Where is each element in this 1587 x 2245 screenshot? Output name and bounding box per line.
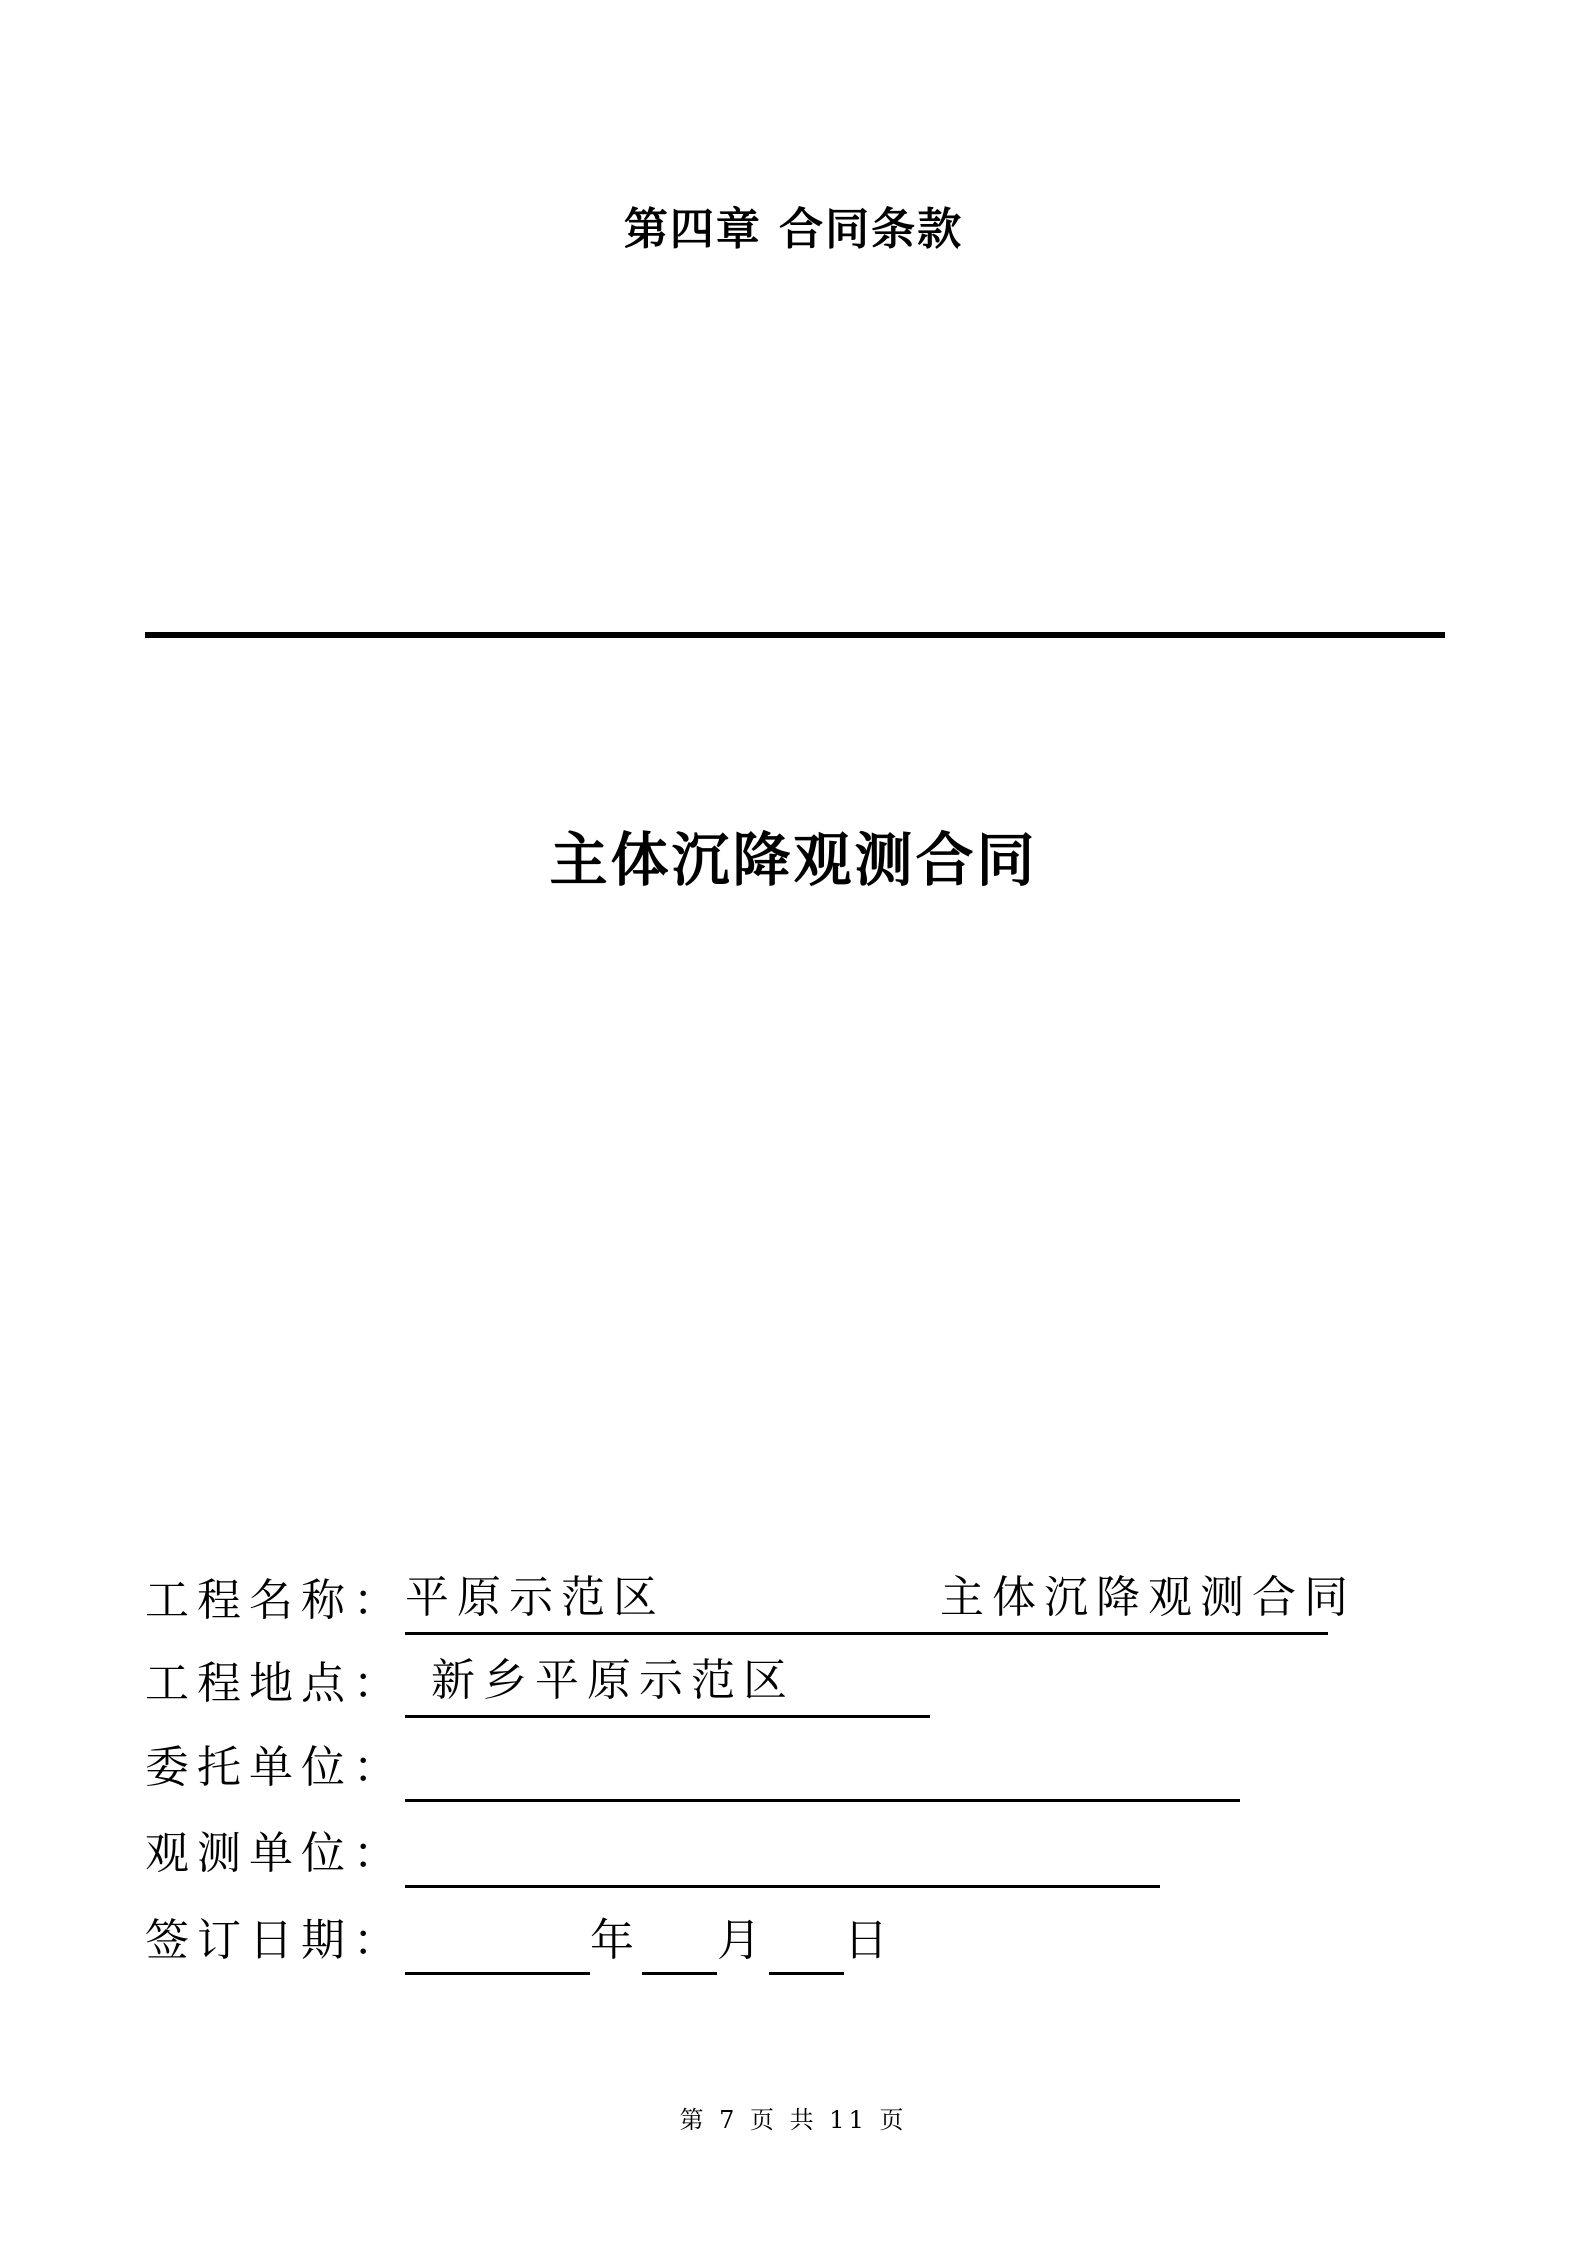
day-unit: 日 (844, 1915, 896, 1966)
year-unit: 年 (590, 1915, 642, 1966)
project-location-field (405, 1651, 930, 1718)
sign-date-row (145, 1905, 896, 1975)
page-footer: 第 7 页 共 11 页 (679, 2106, 908, 2134)
project-name-value-right: 主体沉降观测合同 (940, 1572, 1356, 1623)
project-name-label: 工程名称： (145, 1575, 405, 1626)
client-field (405, 1735, 1240, 1802)
chapter-title: 第四章 合同条款 (623, 204, 964, 255)
client-label: 委托单位： (145, 1742, 405, 1793)
client-row (145, 1732, 1240, 1802)
observer-field (405, 1821, 1160, 1888)
sign-date-label: 签订日期： (145, 1915, 405, 1966)
project-location-value: 新乡平原示范区 (431, 1655, 795, 1706)
project-name-field (405, 1568, 1356, 1635)
project-name-row (145, 1565, 1356, 1635)
month-unit: 月 (717, 1915, 769, 1966)
month-blank (642, 1912, 717, 1975)
observer-label: 观测单位： (145, 1828, 405, 1879)
year-blank (405, 1912, 590, 1975)
project-location-row (145, 1648, 930, 1718)
observer-row (145, 1818, 1160, 1888)
project-location-label: 工程地点： (145, 1658, 405, 1709)
project-name-value-left: 平原示范区 (405, 1572, 665, 1623)
horizontal-rule (145, 632, 1445, 638)
contract-title: 主体沉降观测合同 (549, 826, 1038, 894)
day-blank (769, 1912, 844, 1975)
